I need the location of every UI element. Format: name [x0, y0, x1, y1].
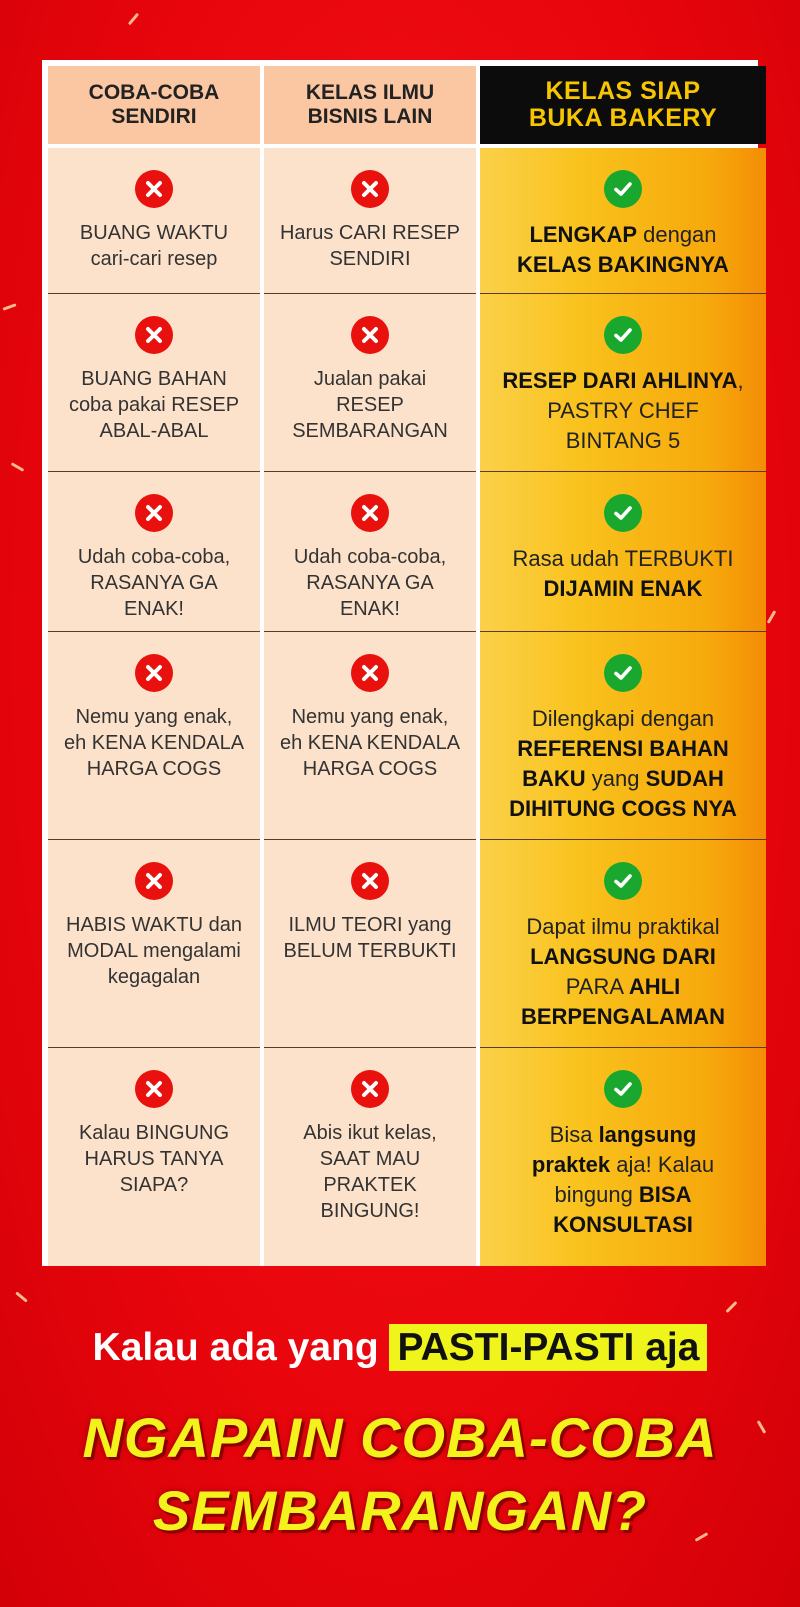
table-cell-col3: [480, 294, 766, 472]
table-cell-col3: [480, 840, 766, 1048]
cell-text: Udah coba-coba, RASANYA GA ENAK!: [77, 546, 231, 620]
cell-text: Rasa udah TERBUKTI DIJAMIN ENAK: [512, 546, 734, 601]
spark-decoration: [2, 303, 16, 311]
cross-icon: [351, 494, 389, 532]
cell-text: Harus CARI RESEP SENDIRI: [279, 222, 461, 270]
cross-icon: [351, 654, 389, 692]
cell-text: ILMU TEORI yang BELUM TERBUKTI: [283, 914, 457, 962]
table-cell-col1: [48, 472, 260, 632]
check-icon: [604, 170, 642, 208]
table-cell-col2: [264, 632, 476, 840]
check-icon: [604, 494, 642, 532]
comparison-table: [42, 60, 758, 1266]
cross-icon: [351, 1070, 389, 1108]
cell-text: Udah coba-coba, RASANYA GA ENAK!: [293, 546, 447, 620]
table-cell-col3: [480, 148, 766, 294]
spark-decoration: [128, 13, 139, 26]
spark-decoration: [15, 1291, 28, 1302]
table-cell-col2: [264, 294, 476, 472]
cell-text: Dilengkapi dengan REFERENSI BAHAN BAKU yang SUDAH DIHITUNG COGS NYA: [509, 706, 737, 821]
cell-text: Nemu yang enak, eh KENA KENDALA HARGA COGS: [279, 706, 461, 780]
cross-icon: [351, 316, 389, 354]
cell-text: Abis ikut kelas, SAAT MAU PRAKTEK BINGUNG!: [303, 1122, 437, 1222]
header-coba-sendiri: COBA-COBA SENDIRI: [48, 66, 260, 144]
footer-tagline: [0, 1326, 800, 1370]
cell-text: Kalau BINGUNG HARUS TANYA SIAPA?: [78, 1122, 230, 1196]
cross-icon: [351, 862, 389, 900]
headline-line1: NGAPAIN COBA-COBA: [82, 1406, 718, 1469]
table-cell-col1: [48, 840, 260, 1048]
check-icon: [604, 654, 642, 692]
cell-text: Jualan pakai RESEP SEMBARANGAN: [292, 368, 448, 442]
cross-icon: [135, 170, 173, 208]
table-cell-col1: [48, 294, 260, 472]
table-cell-col3: [480, 472, 766, 632]
header-kelas-siap: KELAS SIAP BUKA BAKERY: [480, 66, 766, 144]
table-cell-col1: [48, 148, 260, 294]
cell-text: Bisa langsung praktek aja! Kalau bingung BISA KONSULTASI: [531, 1122, 715, 1237]
cross-icon: [135, 316, 173, 354]
table-cell-col2: [264, 1048, 476, 1266]
table-cell-col2: [264, 840, 476, 1048]
table-cell-col3: [480, 632, 766, 840]
table-cell-col1: [48, 1048, 260, 1266]
tagline-prefix: Kalau ada yang: [92, 1326, 390, 1369]
spark-decoration: [767, 610, 777, 624]
headline-line2: SEMBARANGAN?: [152, 1479, 648, 1542]
table-cell-col1: [48, 632, 260, 840]
table-cell-col2: [264, 148, 476, 294]
cell-text: BUANG WAKTU cari-cari resep: [79, 222, 229, 270]
spark-decoration: [725, 1301, 737, 1313]
cell-text: BUANG BAHAN coba pakai RESEP ABAL-ABAL: [68, 368, 240, 442]
table-cell-col2: [264, 472, 476, 632]
cross-icon: [135, 654, 173, 692]
cell-text: Nemu yang enak, eh KENA KENDALA HARGA COGS: [63, 706, 245, 780]
tagline-highlight: PASTI-PASTI aja: [389, 1324, 707, 1371]
header-kelas-lain: KELAS ILMU BISNIS LAIN: [264, 66, 476, 144]
cross-icon: [351, 170, 389, 208]
cross-icon: [135, 494, 173, 532]
check-icon: [604, 862, 642, 900]
cell-text: LENGKAP dengan KELAS BAKINGNYA: [517, 222, 729, 277]
check-icon: [604, 1070, 642, 1108]
spark-decoration: [11, 462, 25, 472]
cell-text: Dapat ilmu praktikal LANGSUNG DARI PARA AHLI BERPENGALAMAN: [520, 914, 726, 1029]
check-icon: [604, 316, 642, 354]
cell-text: RESEP DARI AHLINYA, PASTRY CHEF BINTANG 5: [502, 368, 744, 453]
cross-icon: [135, 862, 173, 900]
cell-text: HABIS WAKTU dan MODAL mengalami kegagalan: [66, 914, 242, 988]
cross-icon: [135, 1070, 173, 1108]
table-cell-col3: [480, 1048, 766, 1266]
